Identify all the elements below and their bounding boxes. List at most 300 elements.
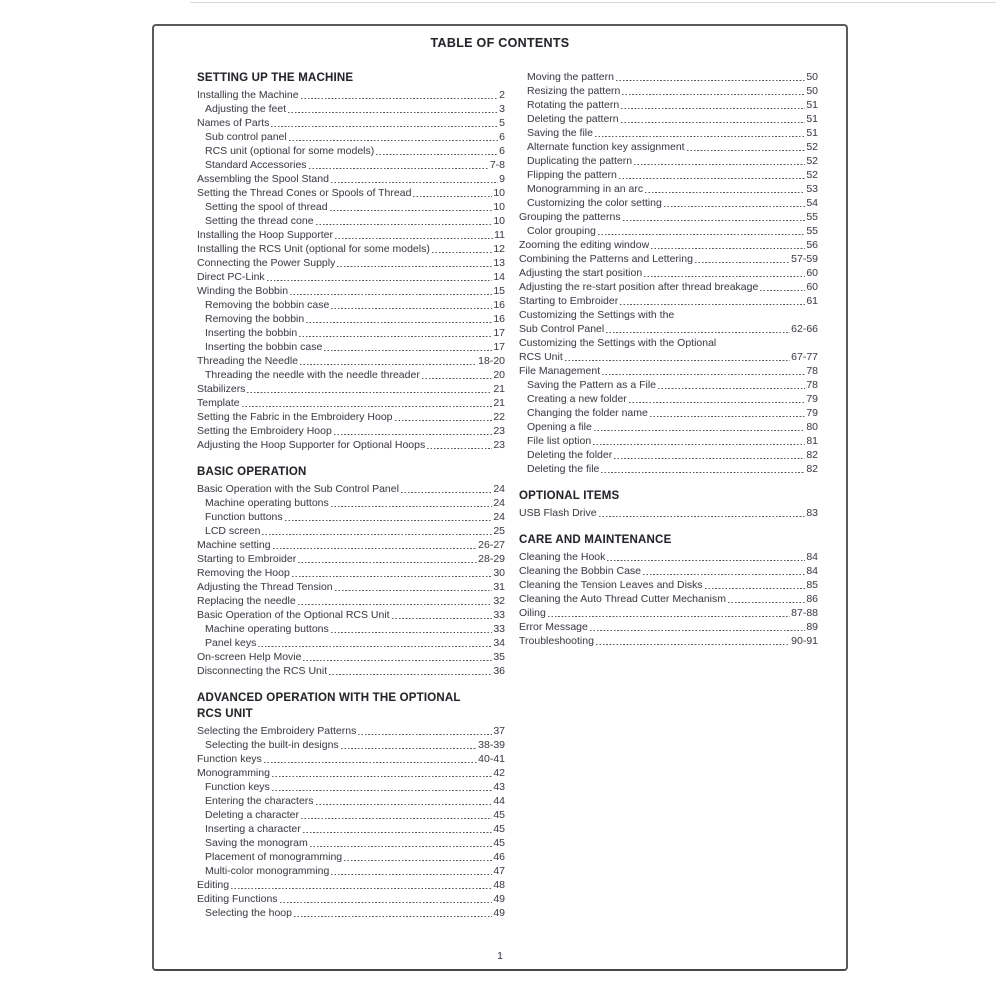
toc-entry[interactable] (197, 116, 505, 130)
toc-entry[interactable] (197, 510, 505, 524)
toc-entry-label: Replacing the needle (197, 595, 296, 607)
toc-entry[interactable] (197, 622, 505, 636)
toc-entry[interactable] (519, 322, 818, 336)
dotted-leader (614, 70, 806, 84)
dotted-leader (596, 224, 806, 238)
toc-entry-page: 50 (806, 71, 818, 83)
toc-entry[interactable] (519, 224, 818, 238)
toc-entry[interactable] (197, 608, 505, 622)
toc-entry[interactable] (197, 524, 505, 538)
toc-entry-page: 44 (493, 795, 505, 807)
toc-entry-page: 42 (493, 767, 505, 779)
dotted-leader (269, 116, 499, 130)
toc-entry-label: Machine operating buttons (205, 497, 329, 509)
dotted-leader (604, 322, 791, 336)
toc-entry[interactable] (197, 410, 505, 424)
toc-entry[interactable] (197, 284, 505, 298)
dotted-leader (599, 462, 806, 476)
toc-entry[interactable] (519, 406, 818, 420)
dotted-leader (296, 552, 478, 566)
toc-entry-page: 50 (806, 85, 818, 97)
section-heading (519, 488, 818, 504)
toc-entry[interactable] (197, 636, 505, 650)
toc-entry-page: 84 (806, 565, 818, 577)
dotted-leader (342, 850, 493, 864)
toc-entry[interactable] (197, 340, 505, 354)
toc-entry[interactable] (197, 228, 505, 242)
section-heading-line: BASIC OPERATION (197, 466, 307, 478)
toc-entry[interactable] (519, 620, 818, 634)
toc-column-left (197, 70, 505, 920)
page-title: TABLE OF CONTENTS (430, 36, 570, 50)
toc-entry-label: Rotating the pattern (527, 99, 620, 111)
toc-entry[interactable] (519, 364, 818, 378)
toc-entry-page: 40-41 (478, 753, 505, 765)
dotted-leader (563, 350, 791, 364)
toc-entry-label: Template (197, 397, 240, 409)
toc-entry-label: Setting the Embroidery Hoop (197, 425, 332, 437)
dotted-leader (600, 364, 806, 378)
section-heading (519, 532, 818, 548)
toc-entry[interactable] (197, 382, 505, 396)
toc-entry[interactable] (519, 126, 818, 140)
toc-entry-label: Sub Control Panel (519, 323, 605, 335)
toc-entry-label: Cleaning the Tension Leaves and Disks (519, 579, 703, 591)
dotted-leader (307, 158, 490, 172)
toc-entry-page: 45 (493, 823, 505, 835)
dotted-leader (329, 622, 494, 636)
toc-entry[interactable] (197, 794, 505, 808)
toc-entry-page: 30 (493, 567, 505, 579)
toc-entry[interactable] (197, 724, 505, 738)
toc-entry[interactable] (197, 158, 505, 172)
toc-entry-label: Inserting a character (205, 823, 301, 835)
toc-entry-page: 56 (806, 239, 818, 251)
dotted-leader (649, 238, 806, 252)
toc-entry-page: 79 (806, 393, 818, 405)
toc-entry-label: Customizing the Settings with the Optional (519, 337, 717, 349)
dotted-leader (297, 326, 493, 340)
toc-entry[interactable] (197, 326, 505, 340)
dotted-leader (632, 154, 806, 168)
toc-entry[interactable] (519, 98, 818, 112)
dotted-leader (271, 538, 479, 552)
toc-entry[interactable] (519, 336, 818, 350)
toc-entry-label: Connecting the Power Supply (197, 257, 336, 269)
toc-entry-label: Starting to Embroider (197, 553, 297, 565)
toc-entry-label: Editing (197, 879, 230, 891)
toc-entry[interactable] (519, 266, 818, 280)
toc-entry-page: 17 (493, 341, 505, 353)
toc-entry-page: 36 (493, 665, 505, 677)
dotted-leader (322, 340, 493, 354)
toc-entry-label: Disconnecting the RCS Unit (197, 665, 328, 677)
toc-entry[interactable] (519, 308, 818, 322)
toc-entry-page: 2 (499, 89, 505, 101)
toc-entry-label: Moving the pattern (527, 71, 614, 83)
dotted-leader (619, 98, 806, 112)
toc-entry[interactable] (197, 752, 505, 766)
toc-entry[interactable] (197, 552, 505, 566)
toc-entry-page: 21 (493, 397, 505, 409)
toc-entry[interactable] (519, 84, 818, 98)
toc-entry-page: 51 (806, 113, 818, 125)
toc-entry[interactable] (519, 434, 818, 448)
dotted-leader (399, 482, 493, 496)
toc-entry-label: Saving the Pattern as a File (527, 379, 656, 391)
toc-entry[interactable] (519, 112, 818, 126)
toc-entry[interactable] (197, 354, 505, 368)
toc-entry-label: Function buttons (205, 511, 283, 523)
toc-entry-page: 49 (493, 907, 505, 919)
toc-entry[interactable] (197, 482, 505, 496)
toc-entry-label: Adjusting the Thread Tension (197, 581, 333, 593)
dotted-leader (703, 578, 807, 592)
toc-entry-page: 24 (493, 511, 505, 523)
toc-entry-label: Setting the thread cone (205, 215, 314, 227)
toc-entry-label: Deleting a character (205, 809, 299, 821)
section-heading-line: CARE AND MAINTENANCE (519, 534, 672, 546)
toc-entry-page: 54 (806, 197, 818, 209)
toc-entry-label: Function keys (197, 753, 262, 765)
toc-entry-label: Inserting the bobbin case (205, 341, 323, 353)
toc-entry-page: 60 (806, 267, 818, 279)
dotted-leader (374, 144, 499, 158)
toc-entry-page: 84 (806, 551, 818, 563)
toc-entry-page: 33 (493, 609, 505, 621)
dotted-leader (591, 434, 806, 448)
toc-entry[interactable] (519, 350, 818, 364)
dotted-leader (290, 566, 494, 580)
toc-entry[interactable] (519, 140, 818, 154)
dotted-leader (299, 88, 500, 102)
toc-entry-page: 6 (499, 145, 505, 157)
toc-entry-label: Basic Operation of the Optional RCS Unit (197, 609, 390, 621)
dotted-leader (229, 878, 493, 892)
toc-entry-label: USB Flash Drive (519, 507, 597, 519)
toc-entry[interactable] (197, 438, 505, 452)
toc-entry[interactable] (197, 780, 505, 794)
toc-entry-page: 85 (806, 579, 818, 591)
dotted-leader (270, 766, 493, 780)
toc-entry-label: Flipping the pattern (527, 169, 617, 181)
toc-entry-label: Monogramming in an arc (527, 183, 644, 195)
scan-artifact-line (190, 2, 996, 3)
toc-entry[interactable] (519, 196, 818, 210)
toc-entry-label: Alternate function key assignment (527, 141, 685, 153)
toc-entry-page: 48 (493, 879, 505, 891)
toc-entry[interactable] (519, 550, 818, 564)
toc-entry-page: 61 (806, 295, 818, 307)
toc-entry[interactable] (197, 186, 505, 200)
toc-entry-page: 26-27 (478, 539, 505, 551)
dotted-leader (393, 410, 494, 424)
dotted-leader (339, 738, 478, 752)
toc-entry[interactable] (519, 252, 818, 266)
toc-entry-label: RCS Unit (519, 351, 563, 363)
section-heading-line: RCS UNIT (197, 708, 253, 720)
toc-entry[interactable] (197, 594, 505, 608)
toc-entry[interactable] (197, 256, 505, 270)
toc-entry-label: Installing the RCS Unit (optional for some models) (197, 243, 430, 255)
toc-entry[interactable] (197, 298, 505, 312)
toc-entry-label: Direct PC-Link (197, 271, 265, 283)
dotted-leader (425, 438, 493, 452)
dotted-leader (270, 780, 494, 794)
toc-entry-page: 24 (493, 497, 505, 509)
toc-entry-label: Deleting the folder (527, 449, 613, 461)
toc-entry[interactable] (519, 182, 818, 196)
toc-entry-page: 34 (493, 637, 505, 649)
toc-entry[interactable] (519, 634, 818, 648)
section-heading-line: SETTING UP THE MACHINE (197, 72, 354, 84)
dotted-leader (287, 130, 499, 144)
dotted-leader (314, 794, 494, 808)
toc-entry[interactable] (197, 368, 505, 382)
toc-entry[interactable] (519, 578, 818, 592)
dotted-leader (621, 210, 807, 224)
dotted-leader (662, 196, 806, 210)
toc-entry-label: Adjusting the start position (519, 267, 643, 279)
toc-entry[interactable] (197, 270, 505, 284)
toc-entry-label: Deleting the pattern (527, 113, 619, 125)
dotted-leader (592, 420, 807, 434)
toc-entry-label: Installing the Machine (197, 89, 299, 101)
toc-entry[interactable] (197, 312, 505, 326)
toc-entry[interactable] (197, 650, 505, 664)
toc-entry-label: Winding the Bobbin (197, 285, 289, 297)
toc-entry-label: Assembling the Spool Stand (197, 173, 329, 185)
dotted-leader (278, 892, 494, 906)
page-number: 1 (497, 950, 503, 962)
toc-entry[interactable] (519, 592, 818, 606)
dotted-leader (288, 284, 493, 298)
toc-entry[interactable] (197, 580, 505, 594)
toc-entry-label: Adjusting the re-start position after thread breakage (519, 281, 759, 293)
toc-entry-label: File Management (519, 365, 601, 377)
toc-entry-label: Saving the file (527, 127, 593, 139)
toc-entry-label: Cleaning the Bobbin Case (519, 565, 642, 577)
toc-entry[interactable] (197, 766, 505, 780)
toc-entry-label: Installing the Hoop Supporter (197, 229, 334, 241)
toc-entry-page: 22 (493, 411, 505, 423)
dotted-leader (693, 252, 791, 266)
toc-entry-page: 55 (806, 225, 818, 237)
toc-entry-label: Duplicating the pattern (527, 155, 633, 167)
dotted-leader (612, 448, 806, 462)
toc-entry-label: Zooming the editing window (519, 239, 650, 251)
toc-entry[interactable] (519, 448, 818, 462)
dotted-leader (301, 650, 493, 664)
toc-entry-label: Placement of monogramming (205, 851, 343, 863)
toc-entry-page: 43 (493, 781, 505, 793)
dotted-leader (328, 200, 494, 214)
toc-entry[interactable] (519, 294, 818, 308)
toc-entry[interactable] (197, 214, 505, 228)
toc-entry[interactable] (197, 144, 505, 158)
toc-entry-page: 45 (493, 809, 505, 821)
toc-entry-page: 37 (493, 725, 505, 737)
dotted-leader (430, 242, 493, 256)
toc-entry[interactable] (197, 396, 505, 410)
dotted-leader (390, 608, 494, 622)
dotted-leader (620, 84, 806, 98)
toc-entry-page: 16 (493, 299, 505, 311)
dotted-leader (411, 186, 493, 200)
toc-entry-label: Saving the monogram (205, 837, 308, 849)
toc-entry-page: 25 (493, 525, 505, 537)
toc-entry[interactable] (519, 280, 818, 294)
toc-entry-label: On-screen Help Movie (197, 651, 302, 663)
toc-entry-page: 18-20 (478, 355, 505, 367)
toc-entry[interactable] (519, 462, 818, 476)
toc-entry-label: Panel keys (205, 637, 257, 649)
toc-entry[interactable] (519, 168, 818, 182)
toc-entry[interactable] (197, 538, 505, 552)
toc-entry-page: 10 (493, 215, 505, 227)
toc-entry-page: 67-77 (791, 351, 818, 363)
toc-entry-label: Editing Functions (197, 893, 278, 905)
toc-column-right (519, 70, 818, 920)
section-heading (197, 70, 505, 86)
toc-entry-page: 62-66 (791, 323, 818, 335)
toc-entry-label: Error Message (519, 621, 588, 633)
dotted-leader (643, 182, 806, 196)
dotted-leader (314, 214, 494, 228)
toc-entry[interactable] (197, 878, 505, 892)
toc-entry-page: 90-91 (791, 635, 818, 647)
toc-entry-label: Removing the bobbin (205, 313, 305, 325)
toc-entry[interactable] (197, 496, 505, 510)
dotted-leader (292, 906, 493, 920)
toc-entry[interactable] (519, 392, 818, 406)
toc-entry[interactable] (197, 664, 505, 678)
dotted-leader (618, 294, 806, 308)
toc-entry-label: Changing the folder name (527, 407, 648, 419)
toc-entry-page: 82 (806, 449, 818, 461)
toc-entry[interactable] (519, 506, 818, 520)
toc-entry-page: 78 (806, 379, 818, 391)
toc-entry[interactable] (519, 564, 818, 578)
dotted-leader (758, 280, 806, 294)
dotted-leader (308, 836, 494, 850)
toc-entry-page: 3 (499, 103, 505, 115)
toc-entry[interactable] (197, 200, 505, 214)
dotted-leader (256, 636, 493, 650)
toc-entry[interactable] (197, 88, 505, 102)
dotted-leader (265, 270, 494, 284)
section-heading-line: OPTIONAL ITEMS (519, 490, 620, 502)
toc-entry-page: 52 (806, 141, 818, 153)
toc-entry-label: Removing the bobbin case (205, 299, 330, 311)
toc-entry-label: Standard Accessories (205, 159, 307, 171)
toc-entry[interactable] (519, 420, 818, 434)
dotted-leader (286, 102, 499, 116)
toc-entry[interactable] (197, 822, 505, 836)
toc-entry[interactable] (197, 172, 505, 186)
dotted-leader (329, 298, 493, 312)
dotted-leader (327, 664, 493, 678)
toc-entry-label: Resizing the pattern (527, 85, 621, 97)
toc-entry[interactable] (197, 424, 505, 438)
dotted-leader (301, 822, 494, 836)
toc-entry[interactable] (197, 808, 505, 822)
toc-entry[interactable] (197, 864, 505, 878)
toc-entry-page: 21 (493, 383, 505, 395)
dotted-leader (329, 496, 494, 510)
toc-entry[interactable] (197, 242, 505, 256)
toc-entry-page: 86 (806, 593, 818, 605)
toc-entry-page: 7-8 (489, 159, 505, 171)
toc-entry-label: Removing the Hoop (197, 567, 290, 579)
toc-entry-label: Threading the needle with the needle threader (205, 369, 420, 381)
toc-entry-page: 80 (806, 421, 818, 433)
toc-entry-page: 32 (493, 595, 505, 607)
toc-entry[interactable] (519, 70, 818, 84)
toc-entry-page: 53 (806, 183, 818, 195)
toc-entry-page: 17 (493, 327, 505, 339)
toc-entry-label: File list option (527, 435, 592, 447)
toc-entry-label: Machine operating buttons (205, 623, 329, 635)
toc-entry-page: 13 (493, 257, 505, 269)
toc-entry[interactable] (197, 102, 505, 116)
section-heading-line: ADVANCED OPERATION WITH THE OPTIONAL (197, 692, 461, 704)
toc-entry-label: Color grouping (527, 225, 596, 237)
toc-entry-label: Deleting the file (527, 463, 600, 475)
dotted-leader (356, 724, 493, 738)
dotted-leader (648, 406, 806, 420)
dotted-leader (262, 752, 478, 766)
toc-entry[interactable] (519, 210, 818, 224)
toc-entry-page: 23 (493, 425, 505, 437)
toc-entry-label: RCS unit (optional for some models) (205, 145, 375, 157)
toc-entry-page: 24 (493, 483, 505, 495)
toc-entry-page: 15 (493, 285, 505, 297)
toc-entry-page: 12 (493, 243, 505, 255)
toc-entry[interactable] (197, 906, 505, 920)
toc-entry-page: 35 (493, 651, 505, 663)
toc-entry-page: 79 (806, 407, 818, 419)
toc-entry-label: Names of Parts (197, 117, 270, 129)
dotted-leader (656, 378, 806, 392)
toc-entry[interactable] (197, 836, 505, 850)
toc-entry-label: Setting the Thread Cones or Spools of Thread (197, 187, 412, 199)
toc-entry-label: Monogramming (197, 767, 270, 779)
dotted-leader (240, 396, 494, 410)
dotted-leader (619, 112, 807, 126)
toc-entry-page: 9 (499, 173, 505, 185)
toc-entry[interactable] (197, 892, 505, 906)
dotted-leader (298, 354, 478, 368)
toc-entry[interactable] (197, 130, 505, 144)
toc-entry-page: 87-88 (791, 607, 818, 619)
toc-entry[interactable] (197, 850, 505, 864)
dotted-leader (605, 550, 806, 564)
toc-entry[interactable] (519, 154, 818, 168)
toc-entry-page: 81 (806, 435, 818, 447)
toc-entry[interactable] (197, 738, 505, 752)
toc-entry[interactable] (519, 378, 818, 392)
toc-entry-label: Opening a file (527, 421, 592, 433)
toc-entry[interactable] (519, 238, 818, 252)
toc-entry[interactable] (519, 606, 818, 620)
toc-entry-page: 28-29 (478, 553, 505, 565)
dotted-leader (332, 424, 493, 438)
toc-entry-page: 82 (806, 463, 818, 475)
toc-entry-label: Grouping the patterns (519, 211, 621, 223)
dotted-leader (333, 228, 494, 242)
toc-entry[interactable] (197, 566, 505, 580)
